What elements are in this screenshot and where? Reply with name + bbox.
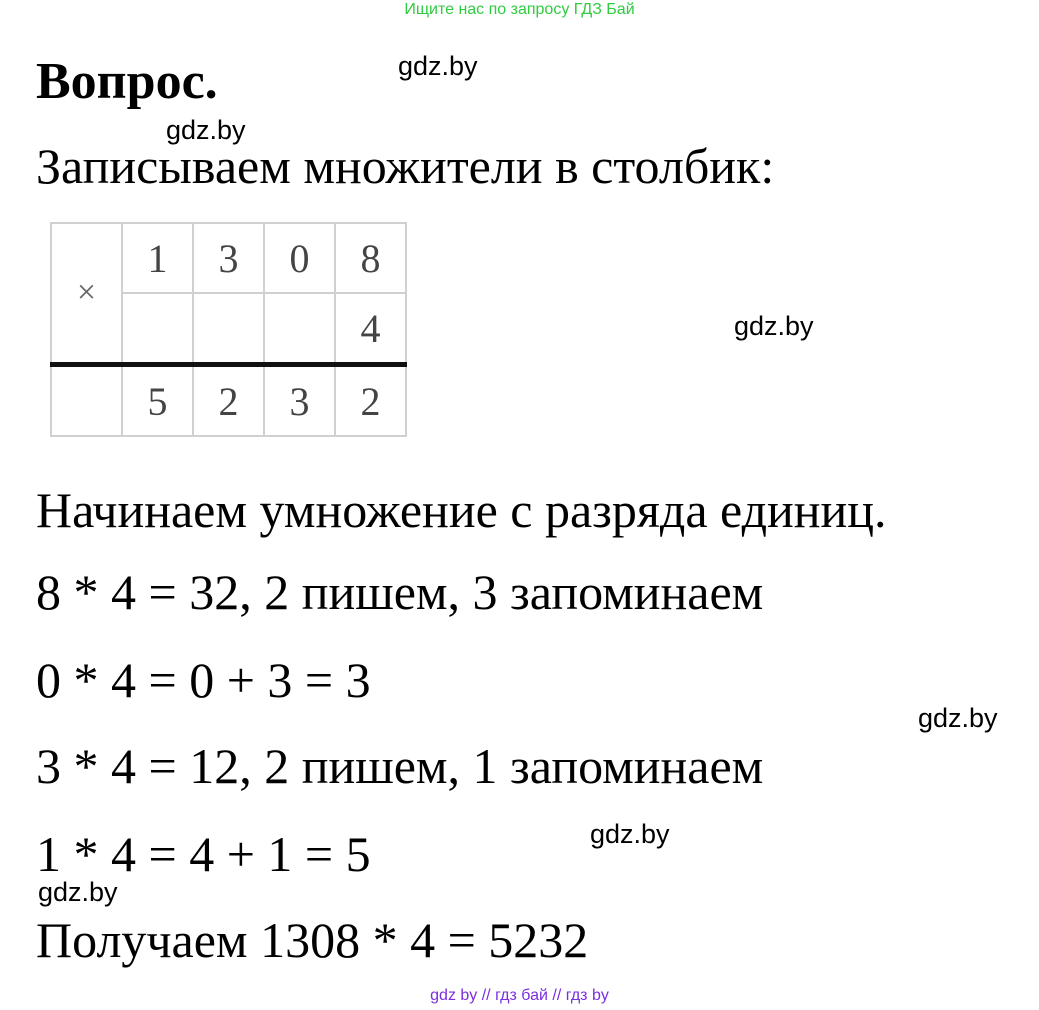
watermark: gdz.by <box>398 51 478 81</box>
digit-cell: 4 <box>335 293 406 365</box>
empty-cell <box>51 365 122 437</box>
watermark: gdz.by <box>166 115 246 145</box>
digit-cell: 3 <box>193 223 264 293</box>
digit-cell <box>122 293 193 365</box>
result-row <box>51 365 406 437</box>
watermark: gdz.by <box>918 703 998 733</box>
multiplication-table <box>50 222 407 437</box>
watermark: gdz.by <box>734 311 814 341</box>
step-line: 3 * 4 = 12, 2 пишем, 1 запоминаем <box>36 738 764 794</box>
step-line: 1 * 4 = 4 + 1 = 5 <box>36 826 371 882</box>
step-line: Получаем 1308 * 4 = 5232 <box>36 912 589 968</box>
step-line: Начинаем умножение с разряда единиц. <box>36 482 887 538</box>
result-digit: 3 <box>264 365 335 437</box>
multiply-sign: × <box>51 223 122 365</box>
watermark: gdz.by <box>38 877 118 907</box>
digit-cell <box>193 293 264 365</box>
step-line: 0 * 4 = 0 + 3 = 3 <box>36 652 371 708</box>
top-banner[interactable]: Ищите нас по запросу ГДЗ Бай <box>404 1 635 18</box>
digit-cell: 0 <box>264 223 335 293</box>
watermark: gdz.by <box>590 819 670 849</box>
question-title: Вопрос. <box>36 53 218 110</box>
digit-cell: 1 <box>122 223 193 293</box>
digit-cell <box>264 293 335 365</box>
intro-text: Записываем множители в столбик: <box>36 138 775 194</box>
digit-cell: 8 <box>335 223 406 293</box>
step-line: 8 * 4 = 32, 2 пишем, 3 запоминаем <box>36 564 764 620</box>
footer-links[interactable]: gdz by // гдз бай // гдз by <box>430 987 609 1004</box>
table-row <box>51 223 406 293</box>
result-digit: 5 <box>122 365 193 437</box>
result-digit: 2 <box>193 365 264 437</box>
result-digit: 2 <box>335 365 406 437</box>
